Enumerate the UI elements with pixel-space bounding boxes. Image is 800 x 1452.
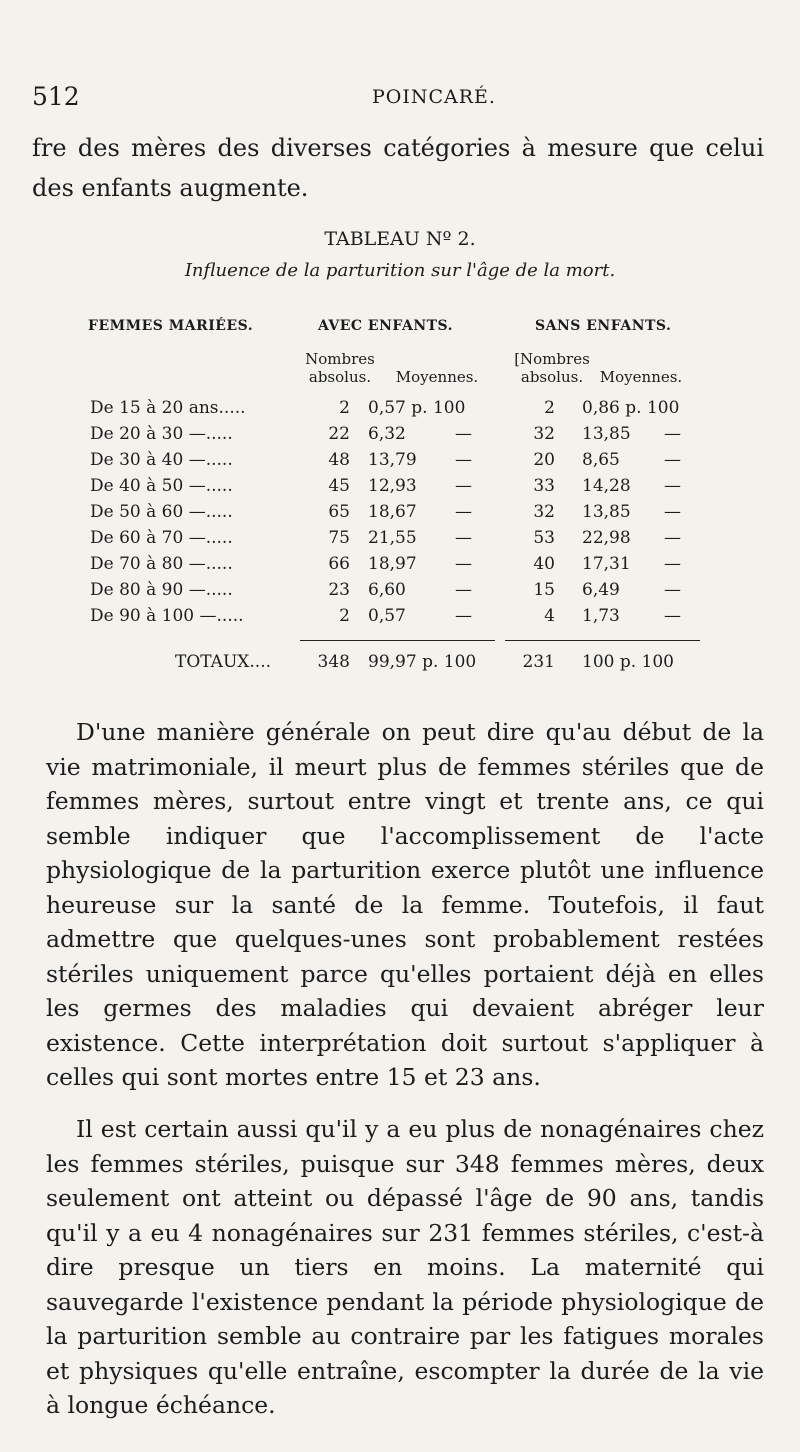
mean-without: 0,86 p. 100 bbox=[582, 398, 680, 418]
page-header bbox=[32, 82, 768, 114]
table-row bbox=[0, 450, 800, 476]
mean-without: 8,65 bbox=[582, 450, 620, 470]
column-header-without-children: SANS ENFANTS. bbox=[535, 318, 672, 334]
row-label: De 90 à 100 —..... bbox=[90, 606, 244, 626]
subheader-mean-with: Moyennes. bbox=[395, 368, 479, 386]
count-without: 32 bbox=[533, 502, 555, 522]
count-with: 75 bbox=[328, 528, 350, 548]
table-row bbox=[0, 502, 800, 528]
ditto-without: — bbox=[664, 502, 681, 522]
mean-without: 14,28 bbox=[582, 476, 631, 496]
mean-with: 0,57 p. 100 bbox=[368, 398, 466, 418]
ditto-without: — bbox=[664, 528, 681, 548]
count-with: 66 bbox=[328, 554, 350, 574]
ditto-with: — bbox=[455, 554, 472, 574]
mean-without: 13,85 bbox=[582, 424, 631, 444]
count-with: 2 bbox=[339, 398, 350, 418]
totals-label: TOTAUX.... bbox=[175, 652, 272, 672]
page-number: 512 bbox=[32, 82, 80, 111]
mean-with: 18,97 bbox=[368, 554, 417, 574]
total-rule-with bbox=[300, 640, 495, 641]
mean-with: 18,67 bbox=[368, 502, 417, 522]
running-head: POINCARÉ. bbox=[372, 86, 496, 108]
ditto-without: — bbox=[664, 580, 681, 600]
mean-without: 13,85 bbox=[582, 502, 631, 522]
count-with: 45 bbox=[328, 476, 350, 496]
count-with: 65 bbox=[328, 502, 350, 522]
row-label: De 50 à 60 —..... bbox=[90, 502, 233, 522]
count-without: 32 bbox=[533, 424, 555, 444]
ditto-with: — bbox=[455, 476, 472, 496]
count-with: 2 bbox=[339, 606, 350, 626]
row-label: De 80 à 90 —..... bbox=[90, 580, 233, 600]
count-with: 48 bbox=[328, 450, 350, 470]
table-title: TABLEAU Nº 2. bbox=[324, 228, 476, 250]
totals-mean-without: 100 p. 100 bbox=[582, 652, 674, 672]
row-label: De 60 à 70 —..... bbox=[90, 528, 233, 548]
column-header-women: FEMMES MARIÉES. bbox=[88, 318, 254, 334]
row-label: De 30 à 40 —..... bbox=[90, 450, 233, 470]
mean-with: 6,32 bbox=[368, 424, 406, 444]
ditto-with: — bbox=[455, 424, 472, 444]
column-header-with-children: AVEC ENFANTS. bbox=[318, 318, 454, 334]
count-with: 23 bbox=[328, 580, 350, 600]
row-label: De 40 à 50 —..... bbox=[90, 476, 233, 496]
ditto-without: — bbox=[664, 554, 681, 574]
row-label: De 20 à 30 —..... bbox=[90, 424, 233, 444]
mean-with: 0,57 bbox=[368, 606, 406, 626]
table-row bbox=[0, 606, 800, 632]
count-without: 20 bbox=[533, 450, 555, 470]
ditto-without: — bbox=[664, 450, 681, 470]
subheader-mean-without: Moyennes. bbox=[599, 368, 683, 386]
table-row bbox=[0, 476, 800, 502]
table-subtitle: Influence de la parturition sur l'âge de la mort. bbox=[184, 260, 616, 281]
row-label: De 70 à 80 —..... bbox=[90, 554, 233, 574]
totals-mean-with: 99,97 p. 100 bbox=[368, 652, 477, 672]
mean-without: 6,49 bbox=[582, 580, 620, 600]
count-without: 4 bbox=[544, 606, 555, 626]
mean-with: 12,93 bbox=[368, 476, 417, 496]
mean-with: 6,60 bbox=[368, 580, 406, 600]
ditto-without: — bbox=[664, 476, 681, 496]
subheader-absolute-with: Nombres absolus. bbox=[305, 350, 375, 386]
ditto-with: — bbox=[455, 606, 472, 626]
ditto-without: — bbox=[664, 424, 681, 444]
count-without: 2 bbox=[544, 398, 555, 418]
mean-without: 17,31 bbox=[582, 554, 631, 574]
total-rule-without bbox=[505, 640, 700, 641]
paragraph: D'une manière générale on peut dire qu'au début de la vie matrimoniale, il meurt plus de femmes stériles que de femmes mères, surtout entre vingt et trente ans, ce qui semble indiquer que l'accomplissement de l'acte physiologique de la parturition exerce plutôt une influence heureuse sur la santé de la femme. Toutefois, il faut admettre que quelques-unes sont probablement restées stériles uniquement parce qu'elles portaient déjà en elles les germes des maladies qui devaient abréger leur existence. Cette interprétation doit surtout s'appliquer à celles qui sont mortes entre 15 et 23 ans. bbox=[46, 718, 764, 1091]
totals-count-without: 231 bbox=[522, 652, 555, 672]
ditto-with: — bbox=[455, 580, 472, 600]
totals-count-with: 348 bbox=[317, 652, 350, 672]
table-row bbox=[0, 528, 800, 554]
subheader-absolute-without: [Nombres absolus. bbox=[514, 350, 590, 386]
mean-with: 21,55 bbox=[368, 528, 417, 548]
mean-with: 13,79 bbox=[368, 450, 417, 470]
table-row bbox=[0, 554, 800, 580]
table-row bbox=[0, 580, 800, 606]
row-label: De 15 à 20 ans..... bbox=[90, 398, 246, 418]
totals-row bbox=[0, 652, 800, 678]
ditto-with: — bbox=[455, 502, 472, 522]
table-row bbox=[0, 398, 800, 424]
count-without: 40 bbox=[533, 554, 555, 574]
mean-without: 1,73 bbox=[582, 606, 620, 626]
count-without: 33 bbox=[533, 476, 555, 496]
mean-without: 22,98 bbox=[582, 528, 631, 548]
ditto-without: — bbox=[664, 606, 681, 626]
table-row bbox=[0, 424, 800, 450]
count-without: 15 bbox=[533, 580, 555, 600]
count-without: 53 bbox=[533, 528, 555, 548]
continued-paragraph: fre des mères des diverses catégories à mesure que celui des enfants augmente. bbox=[32, 134, 764, 202]
ditto-with: — bbox=[455, 528, 472, 548]
paragraph: Il est certain aussi qu'il y a eu plus de nonagénaires chez les femmes stériles, puisque sur 348 femmes mères, deux seulement ont atteint ou dépassé l'âge de 90 ans, tandis qu'il y a eu 4 nonagénaires sur 231 femmes stériles, c'est-à dire presque un tiers en moins. La maternité qui sauvegarde l'existence pendant la période physiologique de la parturition semble au contraire par les fatigues morales et physiques qu'elle entraîne, escompter la durée de la vie à longue échéance. bbox=[46, 1115, 764, 1419]
ditto-with: — bbox=[455, 450, 472, 470]
count-with: 22 bbox=[328, 424, 350, 444]
